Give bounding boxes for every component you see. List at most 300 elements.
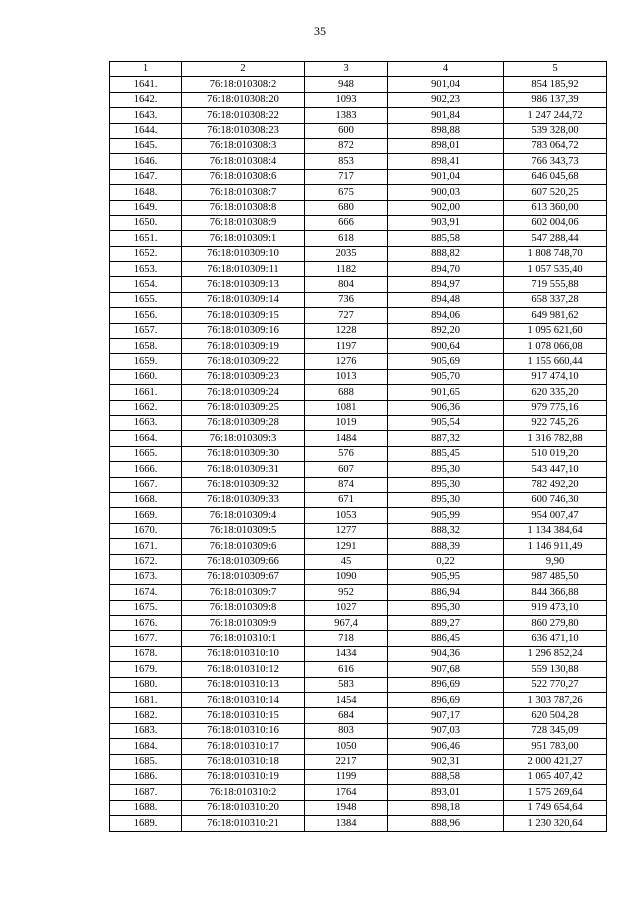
table-cell: 1642. (110, 92, 182, 107)
table-cell: 1656. (110, 308, 182, 323)
table-cell: 600 746,30 (504, 492, 607, 507)
table-cell: 649 981,62 (504, 308, 607, 323)
table-cell: 0,22 (388, 554, 504, 569)
table-cell: 1 155 660,44 (504, 354, 607, 369)
table-cell: 894,97 (388, 277, 504, 292)
table-cell: 1662. (110, 400, 182, 415)
table-cell: 522 770,27 (504, 677, 607, 692)
header-cell: 4 (388, 62, 504, 77)
table-cell: 600 (305, 123, 388, 138)
table-cell: 1 146 911,49 (504, 539, 607, 554)
table-row (110, 292, 607, 307)
table-cell: 76:18:010309:13 (182, 277, 305, 292)
table-cell: 636 471,10 (504, 631, 607, 646)
table-cell: 885,45 (388, 446, 504, 461)
table-cell: 1384 (305, 816, 388, 831)
table-cell: 539 328,00 (504, 123, 607, 138)
table-cell: 986 137,39 (504, 92, 607, 107)
table-row (110, 354, 607, 369)
table-cell: 1 316 782,88 (504, 431, 607, 446)
table-cell: 874 (305, 477, 388, 492)
table-cell: 854 185,92 (504, 77, 607, 92)
table-cell: 1669. (110, 508, 182, 523)
table-cell: 76:18:010310:21 (182, 816, 305, 831)
table-cell: 583 (305, 677, 388, 692)
table-cell: 922 745,26 (504, 415, 607, 430)
table-cell: 1019 (305, 415, 388, 430)
table-cell: 646 045,68 (504, 169, 607, 184)
table-row (110, 816, 607, 831)
table-cell: 76:18:010309:9 (182, 616, 305, 631)
table-cell: 893,01 (388, 785, 504, 800)
table-cell: 76:18:010310:1 (182, 631, 305, 646)
table-row (110, 646, 607, 661)
table-cell: 1 057 535,40 (504, 262, 607, 277)
table-cell: 898,01 (388, 138, 504, 153)
table-cell: 844 366,88 (504, 585, 607, 600)
table-cell: 872 (305, 138, 388, 153)
table-cell: 76:18:010309:22 (182, 354, 305, 369)
table-cell: 76:18:010310:10 (182, 646, 305, 661)
table-row (110, 554, 607, 569)
table-cell: 616 (305, 662, 388, 677)
table-cell: 76:18:010310:20 (182, 800, 305, 815)
table-cell: 76:18:010309:1 (182, 231, 305, 246)
table-cell: 886,94 (388, 585, 504, 600)
table-cell: 76:18:010310:14 (182, 693, 305, 708)
table-cell: 1090 (305, 569, 388, 584)
table-cell: 1646. (110, 154, 182, 169)
table-cell: 76:18:010309:5 (182, 523, 305, 538)
table-cell: 1685. (110, 754, 182, 769)
table-row (110, 754, 607, 769)
table-cell: 1683. (110, 723, 182, 738)
table-cell: 803 (305, 723, 388, 738)
table-cell: 887,32 (388, 431, 504, 446)
table-cell: 688 (305, 385, 388, 400)
table-cell: 618 (305, 231, 388, 246)
table-cell: 902,23 (388, 92, 504, 107)
table-cell: 894,06 (388, 308, 504, 323)
table-cell: 76:18:010309:14 (182, 292, 305, 307)
table-cell: 76:18:010308:2 (182, 77, 305, 92)
table-cell: 951 783,00 (504, 739, 607, 754)
table-cell: 1649. (110, 200, 182, 215)
table-cell: 1647. (110, 169, 182, 184)
table-cell: 76:18:010309:30 (182, 446, 305, 461)
table-cell: 76:18:010308:9 (182, 215, 305, 230)
table-cell: 1081 (305, 400, 388, 415)
table-cell: 901,65 (388, 385, 504, 400)
table-cell: 919 473,10 (504, 600, 607, 615)
table-cell: 900,03 (388, 185, 504, 200)
table-cell: 76:18:010309:7 (182, 585, 305, 600)
table-cell: 1665. (110, 446, 182, 461)
table-cell: 917 474,10 (504, 369, 607, 384)
table-cell: 901,04 (388, 77, 504, 92)
table-cell: 888,96 (388, 816, 504, 831)
table-cell: 1 078 066,08 (504, 339, 607, 354)
table-cell: 543 447,10 (504, 462, 607, 477)
table-cell: 902,31 (388, 754, 504, 769)
table-cell: 671 (305, 492, 388, 507)
table-cell: 987 485,50 (504, 569, 607, 584)
table-cell: 885,58 (388, 231, 504, 246)
table-cell: 952 (305, 585, 388, 600)
table-cell: 894,70 (388, 262, 504, 277)
table-cell: 1 575 269,64 (504, 785, 607, 800)
table-cell: 1684. (110, 739, 182, 754)
table-cell: 895,30 (388, 492, 504, 507)
table-cell: 602 004,06 (504, 215, 607, 230)
table-cell: 510 019,20 (504, 446, 607, 461)
table-cell: 76:18:010309:67 (182, 569, 305, 584)
table-cell: 76:18:010310:16 (182, 723, 305, 738)
table-cell: 1670. (110, 523, 182, 538)
table-cell: 76:18:010309:10 (182, 246, 305, 261)
table-row (110, 323, 607, 338)
table-cell: 1 065 407,42 (504, 769, 607, 784)
table-cell: 900,64 (388, 339, 504, 354)
table-row (110, 339, 607, 354)
header-cell: 1 (110, 62, 182, 77)
table-cell: 547 288,44 (504, 231, 607, 246)
table-cell: 905,69 (388, 354, 504, 369)
table-cell: 1182 (305, 262, 388, 277)
table-cell: 76:18:010309:23 (182, 369, 305, 384)
table-cell: 1663. (110, 415, 182, 430)
table-cell: 898,88 (388, 123, 504, 138)
table-row (110, 492, 607, 507)
table-row (110, 631, 607, 646)
table-cell: 76:18:010310:18 (182, 754, 305, 769)
table-cell: 1671. (110, 539, 182, 554)
table-cell: 1687. (110, 785, 182, 800)
table-cell: 906,36 (388, 400, 504, 415)
table-cell: 1664. (110, 431, 182, 446)
table-cell: 607 520,25 (504, 185, 607, 200)
table-cell: 559 130,88 (504, 662, 607, 677)
table-cell: 783 064,72 (504, 138, 607, 153)
table-cell: 76:18:010308:6 (182, 169, 305, 184)
table-row (110, 431, 607, 446)
table-cell: 76:18:010309:24 (182, 385, 305, 400)
table-cell: 1276 (305, 354, 388, 369)
table-cell: 1688. (110, 800, 182, 815)
table-cell: 76:18:010309:15 (182, 308, 305, 323)
table-cell: 576 (305, 446, 388, 461)
table-row (110, 215, 607, 230)
table-row (110, 585, 607, 600)
header-row (110, 62, 607, 77)
table-cell: 1657. (110, 323, 182, 338)
table-cell: 1 134 384,64 (504, 523, 607, 538)
table-row (110, 508, 607, 523)
table-cell: 895,30 (388, 462, 504, 477)
table-cell: 886,45 (388, 631, 504, 646)
table-row (110, 523, 607, 538)
table-cell: 1689. (110, 816, 182, 831)
table-cell: 76:18:010309:33 (182, 492, 305, 507)
table-cell: 1643. (110, 108, 182, 123)
table-cell: 1 808 748,70 (504, 246, 607, 261)
table-row (110, 708, 607, 723)
table-row (110, 616, 607, 631)
table-cell: 906,46 (388, 739, 504, 754)
table-cell: 1644. (110, 123, 182, 138)
table-cell: 1645. (110, 138, 182, 153)
table-cell: 1277 (305, 523, 388, 538)
table-cell: 1093 (305, 92, 388, 107)
table-cell: 1655. (110, 292, 182, 307)
table-cell: 1678. (110, 646, 182, 661)
table-cell: 719 555,88 (504, 277, 607, 292)
table-cell: 907,68 (388, 662, 504, 677)
table-cell: 620 504,28 (504, 708, 607, 723)
table-cell: 1228 (305, 323, 388, 338)
table-cell: 902,00 (388, 200, 504, 215)
table-cell: 1764 (305, 785, 388, 800)
table-cell: 888,82 (388, 246, 504, 261)
table-row (110, 369, 607, 384)
table-cell: 1383 (305, 108, 388, 123)
table-cell: 76:18:010309:25 (182, 400, 305, 415)
table-cell: 1658. (110, 339, 182, 354)
table-cell: 1681. (110, 693, 182, 708)
table-cell: 76:18:010308:20 (182, 92, 305, 107)
table-cell: 728 345,09 (504, 723, 607, 738)
table-cell: 620 335,20 (504, 385, 607, 400)
table-row (110, 769, 607, 784)
table-row (110, 200, 607, 215)
table-row (110, 138, 607, 153)
table-cell: 76:18:010309:66 (182, 554, 305, 569)
table-cell: 907,17 (388, 708, 504, 723)
table-cell: 766 343,73 (504, 154, 607, 169)
table-row (110, 477, 607, 492)
table-cell: 1653. (110, 262, 182, 277)
table-cell: 1484 (305, 431, 388, 446)
table-cell: 1013 (305, 369, 388, 384)
table-cell: 896,69 (388, 677, 504, 692)
table-cell: 76:18:010310:2 (182, 785, 305, 800)
table-cell: 1641. (110, 77, 182, 92)
table-cell: 76:18:010308:4 (182, 154, 305, 169)
table-cell: 76:18:010308:7 (182, 185, 305, 200)
table-cell: 804 (305, 277, 388, 292)
table-cell: 2217 (305, 754, 388, 769)
table-cell: 76:18:010309:4 (182, 508, 305, 523)
table-row (110, 231, 607, 246)
table-cell: 1050 (305, 739, 388, 754)
table-cell: 1053 (305, 508, 388, 523)
table-cell: 898,18 (388, 800, 504, 815)
table-cell: 967,4 (305, 616, 388, 631)
table-cell: 2035 (305, 246, 388, 261)
table-cell: 888,32 (388, 523, 504, 538)
table-cell: 1666. (110, 462, 182, 477)
table-row (110, 154, 607, 169)
table-cell: 658 337,28 (504, 292, 607, 307)
table-cell: 613 360,00 (504, 200, 607, 215)
table-row (110, 277, 607, 292)
table-body (110, 62, 607, 832)
table-cell: 76:18:010310:19 (182, 769, 305, 784)
table-cell: 1659. (110, 354, 182, 369)
table-cell: 894,48 (388, 292, 504, 307)
table-cell: 1674. (110, 585, 182, 600)
table-cell: 76:18:010310:17 (182, 739, 305, 754)
table-row (110, 693, 607, 708)
header-cell: 2 (182, 62, 305, 77)
table-cell: 903,91 (388, 215, 504, 230)
table-cell: 1434 (305, 646, 388, 661)
table-row (110, 92, 607, 107)
table-cell: 1660. (110, 369, 182, 384)
table-row (110, 77, 607, 92)
table-row (110, 446, 607, 461)
table-cell: 76:18:010308:23 (182, 123, 305, 138)
table-cell: 9,90 (504, 554, 607, 569)
header-cell: 5 (504, 62, 607, 77)
table-cell: 680 (305, 200, 388, 215)
table-cell: 1 296 852,24 (504, 646, 607, 661)
table-cell: 736 (305, 292, 388, 307)
table-row (110, 723, 607, 738)
table-cell: 718 (305, 631, 388, 646)
table-cell: 76:18:010310:12 (182, 662, 305, 677)
table-cell: 76:18:010309:32 (182, 477, 305, 492)
table-cell: 907,03 (388, 723, 504, 738)
table-cell: 905,70 (388, 369, 504, 384)
table-cell: 1 247 244,72 (504, 108, 607, 123)
table-cell: 607 (305, 462, 388, 477)
table-cell: 1197 (305, 339, 388, 354)
table-cell: 1199 (305, 769, 388, 784)
table-cell: 1 095 621,60 (504, 323, 607, 338)
table-cell: 675 (305, 185, 388, 200)
table-cell: 905,99 (388, 508, 504, 523)
table-cell: 1686. (110, 769, 182, 784)
table-row (110, 662, 607, 677)
table-cell: 76:18:010309:11 (182, 262, 305, 277)
table-cell: 1672. (110, 554, 182, 569)
table-cell: 1667. (110, 477, 182, 492)
table-cell: 684 (305, 708, 388, 723)
table-row (110, 539, 607, 554)
table-cell: 727 (305, 308, 388, 323)
table-cell: 76:18:010309:16 (182, 323, 305, 338)
table-cell: 1648. (110, 185, 182, 200)
table-cell: 1677. (110, 631, 182, 646)
table-row (110, 262, 607, 277)
table-cell: 1948 (305, 800, 388, 815)
table-cell: 1679. (110, 662, 182, 677)
table-row (110, 415, 607, 430)
table-cell: 1454 (305, 693, 388, 708)
table-cell: 905,95 (388, 569, 504, 584)
table-cell: 1291 (305, 539, 388, 554)
table-cell: 895,30 (388, 600, 504, 615)
table-row (110, 385, 607, 400)
table-row (110, 462, 607, 477)
table-row (110, 739, 607, 754)
table-cell: 905,54 (388, 415, 504, 430)
table-cell: 666 (305, 215, 388, 230)
table-row (110, 569, 607, 584)
table-cell: 901,84 (388, 108, 504, 123)
table-row (110, 185, 607, 200)
table-row (110, 785, 607, 800)
table-cell: 76:18:010309:31 (182, 462, 305, 477)
table-cell: 896,69 (388, 693, 504, 708)
table-cell: 1682. (110, 708, 182, 723)
table-row (110, 308, 607, 323)
table-cell: 1675. (110, 600, 182, 615)
table-cell: 76:18:010308:3 (182, 138, 305, 153)
table-cell: 888,39 (388, 539, 504, 554)
page-number: 35 (314, 24, 326, 38)
table-row (110, 169, 607, 184)
table-cell: 1668. (110, 492, 182, 507)
table-cell: 76:18:010310:13 (182, 677, 305, 692)
table-cell: 853 (305, 154, 388, 169)
table-row (110, 677, 607, 692)
table-cell: 889,27 (388, 616, 504, 631)
table-cell: 76:18:010309:3 (182, 431, 305, 446)
table-cell: 1652. (110, 246, 182, 261)
table-cell: 898,41 (388, 154, 504, 169)
table-row (110, 600, 607, 615)
table-row (110, 108, 607, 123)
table-cell: 45 (305, 554, 388, 569)
table-cell: 76:18:010308:8 (182, 200, 305, 215)
table-cell: 979 775,16 (504, 400, 607, 415)
table-cell: 904,36 (388, 646, 504, 661)
table-cell: 954 007,47 (504, 508, 607, 523)
table-cell: 1 230 320,64 (504, 816, 607, 831)
table-cell: 76:18:010309:6 (182, 539, 305, 554)
table-cell: 76:18:010308:22 (182, 108, 305, 123)
table-row (110, 246, 607, 261)
table-cell: 892,20 (388, 323, 504, 338)
table-cell: 1650. (110, 215, 182, 230)
table-row (110, 123, 607, 138)
table-cell: 782 492,20 (504, 477, 607, 492)
table-cell: 1676. (110, 616, 182, 631)
table-row (110, 400, 607, 415)
table-cell: 895,30 (388, 477, 504, 492)
table-cell: 1654. (110, 277, 182, 292)
table-cell: 2 000 421,27 (504, 754, 607, 769)
table-cell: 717 (305, 169, 388, 184)
table-cell: 1027 (305, 600, 388, 615)
table-cell: 1651. (110, 231, 182, 246)
table-cell: 76:18:010309:19 (182, 339, 305, 354)
table-cell: 76:18:010309:8 (182, 600, 305, 615)
table-cell: 888,58 (388, 769, 504, 784)
table-cell: 76:18:010310:15 (182, 708, 305, 723)
table-cell: 1 303 787,26 (504, 693, 607, 708)
table-cell: 948 (305, 77, 388, 92)
table-cell: 901,04 (388, 169, 504, 184)
table-cell: 76:18:010309:28 (182, 415, 305, 430)
table-cell: 1661. (110, 385, 182, 400)
table-cell: 1 749 654,64 (504, 800, 607, 815)
data-table (109, 61, 607, 832)
table-cell: 1673. (110, 569, 182, 584)
table-row (110, 800, 607, 815)
